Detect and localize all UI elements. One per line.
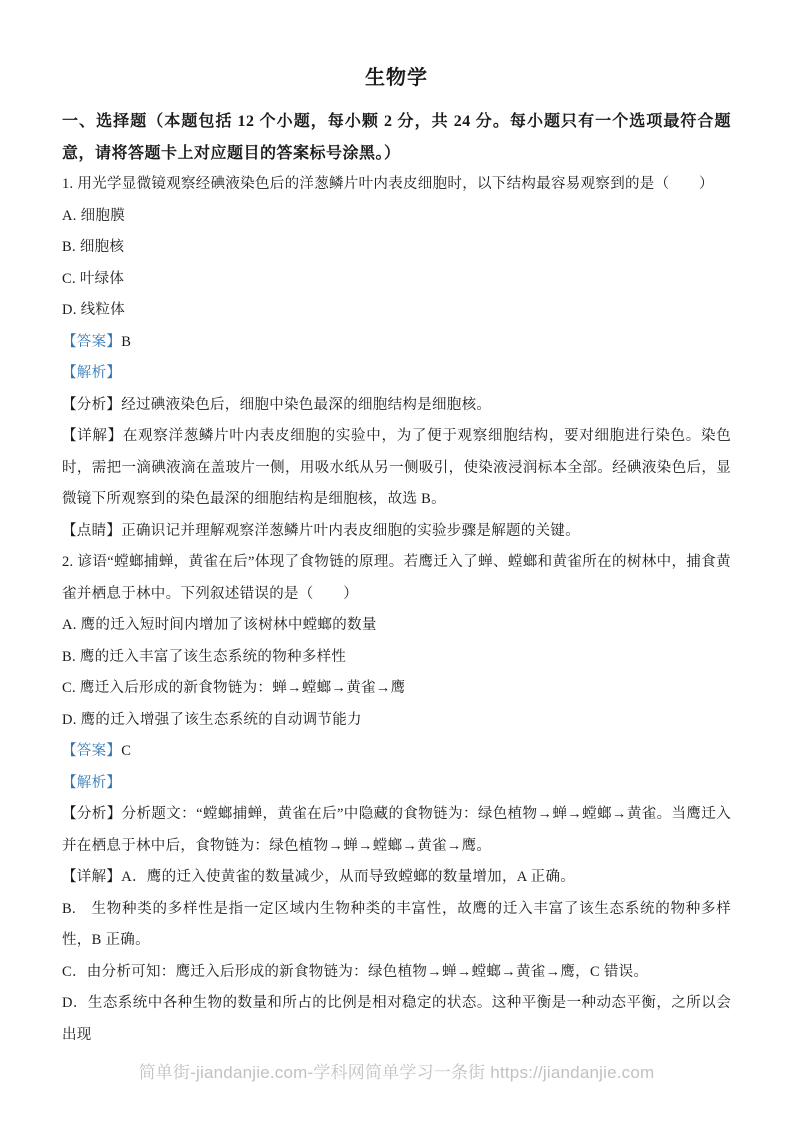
question-2-option-c: C. 鹰迁入后形成的新食物链为：蝉→螳螂→黄雀→鹰 (62, 680, 406, 696)
question-1-option-c: C. 叶绿体 (62, 270, 125, 287)
question-1-explanation-detail: 【详解】在观察洋葱鳞片叶内表皮细胞的实验中，为了便于观察细胞结构，要对细胞进行染色。染色时，需把一滴碘液滴在盖玻片一侧，用吸水纸从另一侧吸引，使染液浸润标本全部。经碘液染色后，显微镜下所观察到的染色最深的细胞结构是细胞核，故选 B。 (62, 428, 731, 507)
question-2-option-b: B. 鹰的迁入丰富了该生态系统的物种多样性 (62, 648, 347, 665)
answer-value: B (121, 333, 132, 350)
answer-label: 【答案】 (62, 743, 122, 759)
question-1-option-d: D. 线粒体 (62, 302, 126, 318)
question-1-option-b: B. 细胞核 (62, 239, 125, 255)
question-2-explanation-analysis: 【分析】分析题文：“螳螂捕蝉，黄雀在后”中隐藏的食物链为：绿色植物→蝉→螳螂→黄雀。当鹰迁入并在栖息于林中后，食物链为：绿色植物→蝉→螳螂→黄雀→鹰。 (62, 806, 731, 854)
question-2-explanation-detail-a: 【详解】A．鹰的迁入使黄雀的数量减少，从而导致螳螂的数量增加，A 正确。 (62, 869, 576, 885)
question-2-explanation-detail-b: B. 生物种类的多样性是指一定区域内生物种类的丰富性，故鹰的迁入丰富了该生态系统的物种多样性，B 正确。 (62, 900, 731, 948)
analysis-label: 【解析】 (62, 365, 122, 381)
question-1-answer-line (62, 327, 731, 359)
question-2-option-d: D. 鹰的迁入增强了该生态系统的自动调节能力 (62, 711, 362, 728)
section-header: 一、选择题（本题包括 12 个小题，每小颗 2 分，共 24 分。每小题只有一个选项最符合题意，请将答题卡上对应题目的答案标号涂黑。） (62, 113, 731, 162)
question-2-option-a: A. 鹰的迁入短时间内增加了该树林中螳螂的数量 (62, 617, 377, 633)
question-2-explanation-detail-c: C．由分析可知：鹰迁入后形成的新食物链为：绿色植物→蝉→螳螂→黄雀→鹰，C 错误。 (62, 963, 649, 980)
answer-value: C (121, 743, 132, 759)
question-2 (62, 547, 731, 1051)
question-2-stem: 2. 谚语“螳螂捕蝉，黄雀在后”体现了食物链的原理。若鹰迁入了蝉、螳螂和黄雀所在的树林中，捕食黄雀并栖息于林中。下列叙述错误的是（ ） (62, 554, 731, 602)
question-2-analysis-line (62, 768, 731, 800)
question-2-explanation-detail-d: D．生态系统中各种生物的数量和所占的比例是相对稳定的状态。这种平衡是一种动态平衡，之所以会出现 (62, 995, 731, 1043)
page-title: 生物学 (365, 67, 428, 89)
question-1 (62, 169, 731, 547)
question-1-analysis-line (62, 358, 731, 390)
footer-watermark: 简单街-jiandanjie.com-学科网简单学习一条街 https://jiandanjie.com (138, 1063, 655, 1082)
question-1-explanation-analysis: 【分析】经过碘液染色后，细胞中染色最深的细胞结构是细胞核。 (62, 396, 492, 413)
question-1-option-a: A. 细胞膜 (62, 207, 126, 224)
question-1-explanation-keypoint: 【点睛】正确识记并理解观察洋葱鳞片叶内表皮细胞的实验步骤是解题的关键。 (62, 522, 580, 539)
answer-label: 【答案】 (62, 333, 122, 350)
question-2-answer-line (62, 736, 731, 768)
analysis-label: 【解析】 (62, 774, 122, 791)
question-1-stem: 1. 用光学显微镜观察经碘液染色后的洋葱鳞片叶内表皮细胞时，以下结构最容易观察到的是（ ） (62, 176, 714, 192)
